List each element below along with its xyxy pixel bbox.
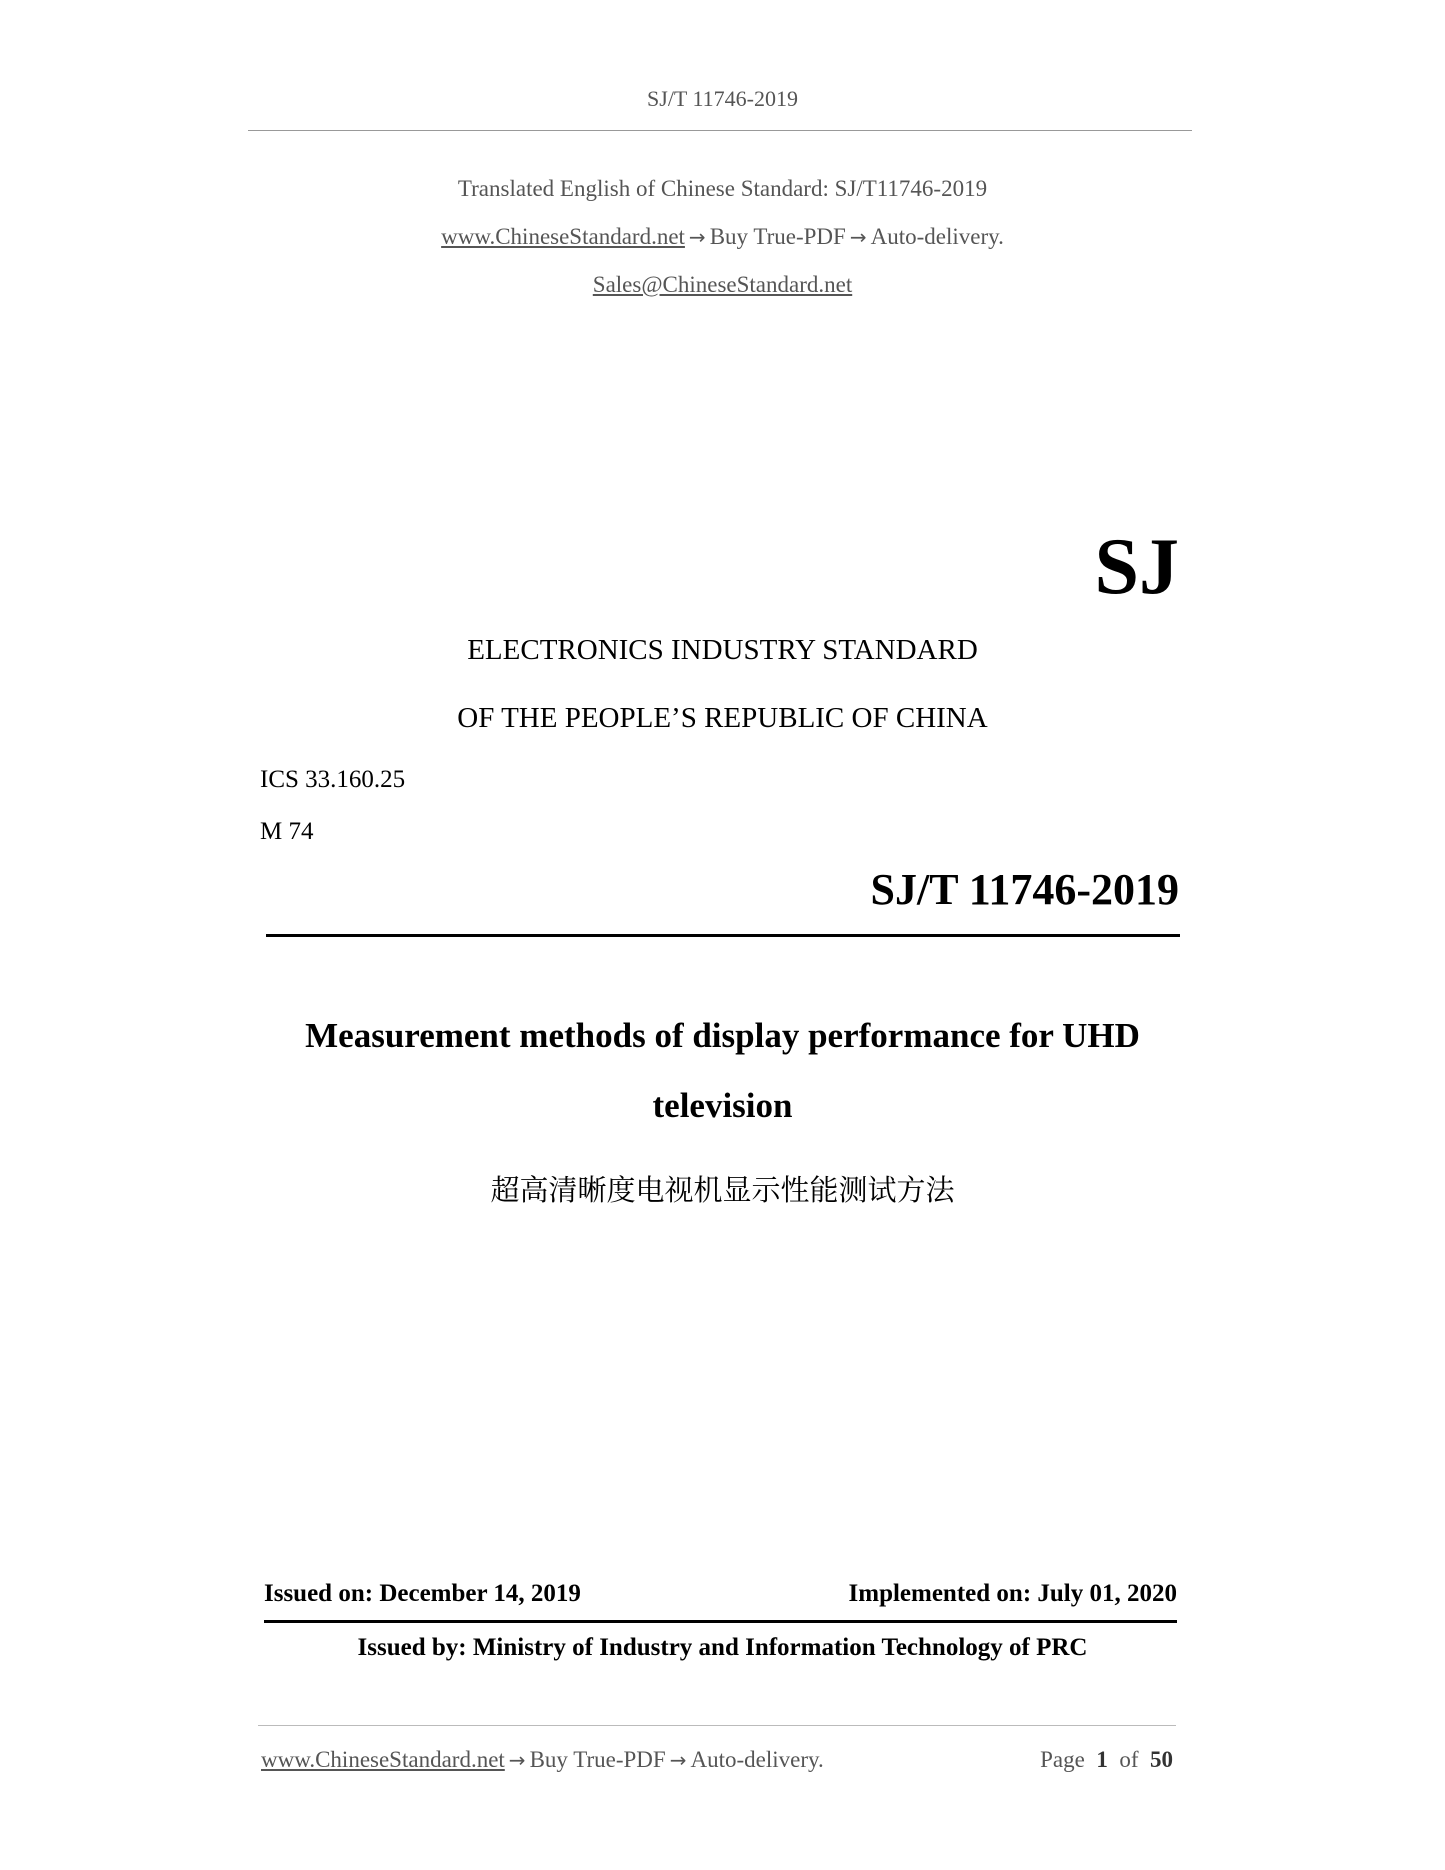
page-indicator bbox=[1040, 1747, 1173, 1773]
page-label: Page bbox=[1040, 1747, 1085, 1772]
sj-logo: SJ bbox=[1094, 523, 1179, 611]
of-label: of bbox=[1119, 1747, 1139, 1772]
footer-site-link[interactable]: www.ChineseStandard.net bbox=[261, 1747, 505, 1772]
implemented-on-date: Implemented on: July 01, 2020 bbox=[848, 1580, 1177, 1607]
arrow-right-icon: → bbox=[849, 225, 867, 249]
org-line-1: ELECTRONICS INDUSTRY STANDARD bbox=[467, 634, 978, 666]
arrow-right-icon: → bbox=[669, 1748, 687, 1772]
org-line-2: OF THE PEOPLE’S REPUBLIC OF CHINA bbox=[457, 702, 988, 734]
footer-rule bbox=[258, 1725, 1176, 1726]
footer-delivery-text: Auto-delivery. bbox=[690, 1747, 824, 1772]
ics-code: ICS 33.160.25 bbox=[260, 766, 406, 793]
delivery-text: Auto-delivery. bbox=[870, 224, 1004, 249]
page-total: 50 bbox=[1150, 1747, 1173, 1772]
page-number: 1 bbox=[1096, 1747, 1108, 1772]
title-english-line-2: television bbox=[652, 1086, 793, 1125]
notice-email bbox=[0, 272, 1445, 298]
standard-number: SJ/T 11746-2019 bbox=[870, 865, 1179, 914]
title-chinese: 超高清晰度电视机显示性能测试方法 bbox=[490, 1173, 955, 1207]
header-rule bbox=[248, 130, 1192, 131]
email-link[interactable]: Sales@ChineseStandard.net bbox=[592, 272, 853, 297]
site-link[interactable]: www.ChineseStandard.net bbox=[441, 224, 685, 249]
arrow-right-icon: → bbox=[508, 1748, 526, 1772]
notice-title: Translated English of Chinese Standard: SJ/T11746-2019 bbox=[457, 176, 988, 201]
arrow-right-icon: → bbox=[688, 225, 706, 249]
running-header: SJ/T 11746-2019 bbox=[647, 86, 798, 111]
footer-links bbox=[261, 1747, 824, 1773]
notice-links bbox=[0, 224, 1445, 250]
title-rule bbox=[266, 934, 1180, 937]
title-english-line-1: Measurement methods of display performance for UHD bbox=[305, 1016, 1140, 1055]
buy-text: Buy True-PDF bbox=[709, 224, 846, 249]
ccs-code: M 74 bbox=[260, 818, 314, 845]
issued-on-date: Issued on: December 14, 2019 bbox=[264, 1580, 581, 1607]
issue-rule bbox=[264, 1620, 1177, 1623]
issued-by: Issued by: Ministry of Industry and Information Technology of PRC bbox=[357, 1634, 1088, 1661]
footer-buy-text: Buy True-PDF bbox=[529, 1747, 666, 1772]
